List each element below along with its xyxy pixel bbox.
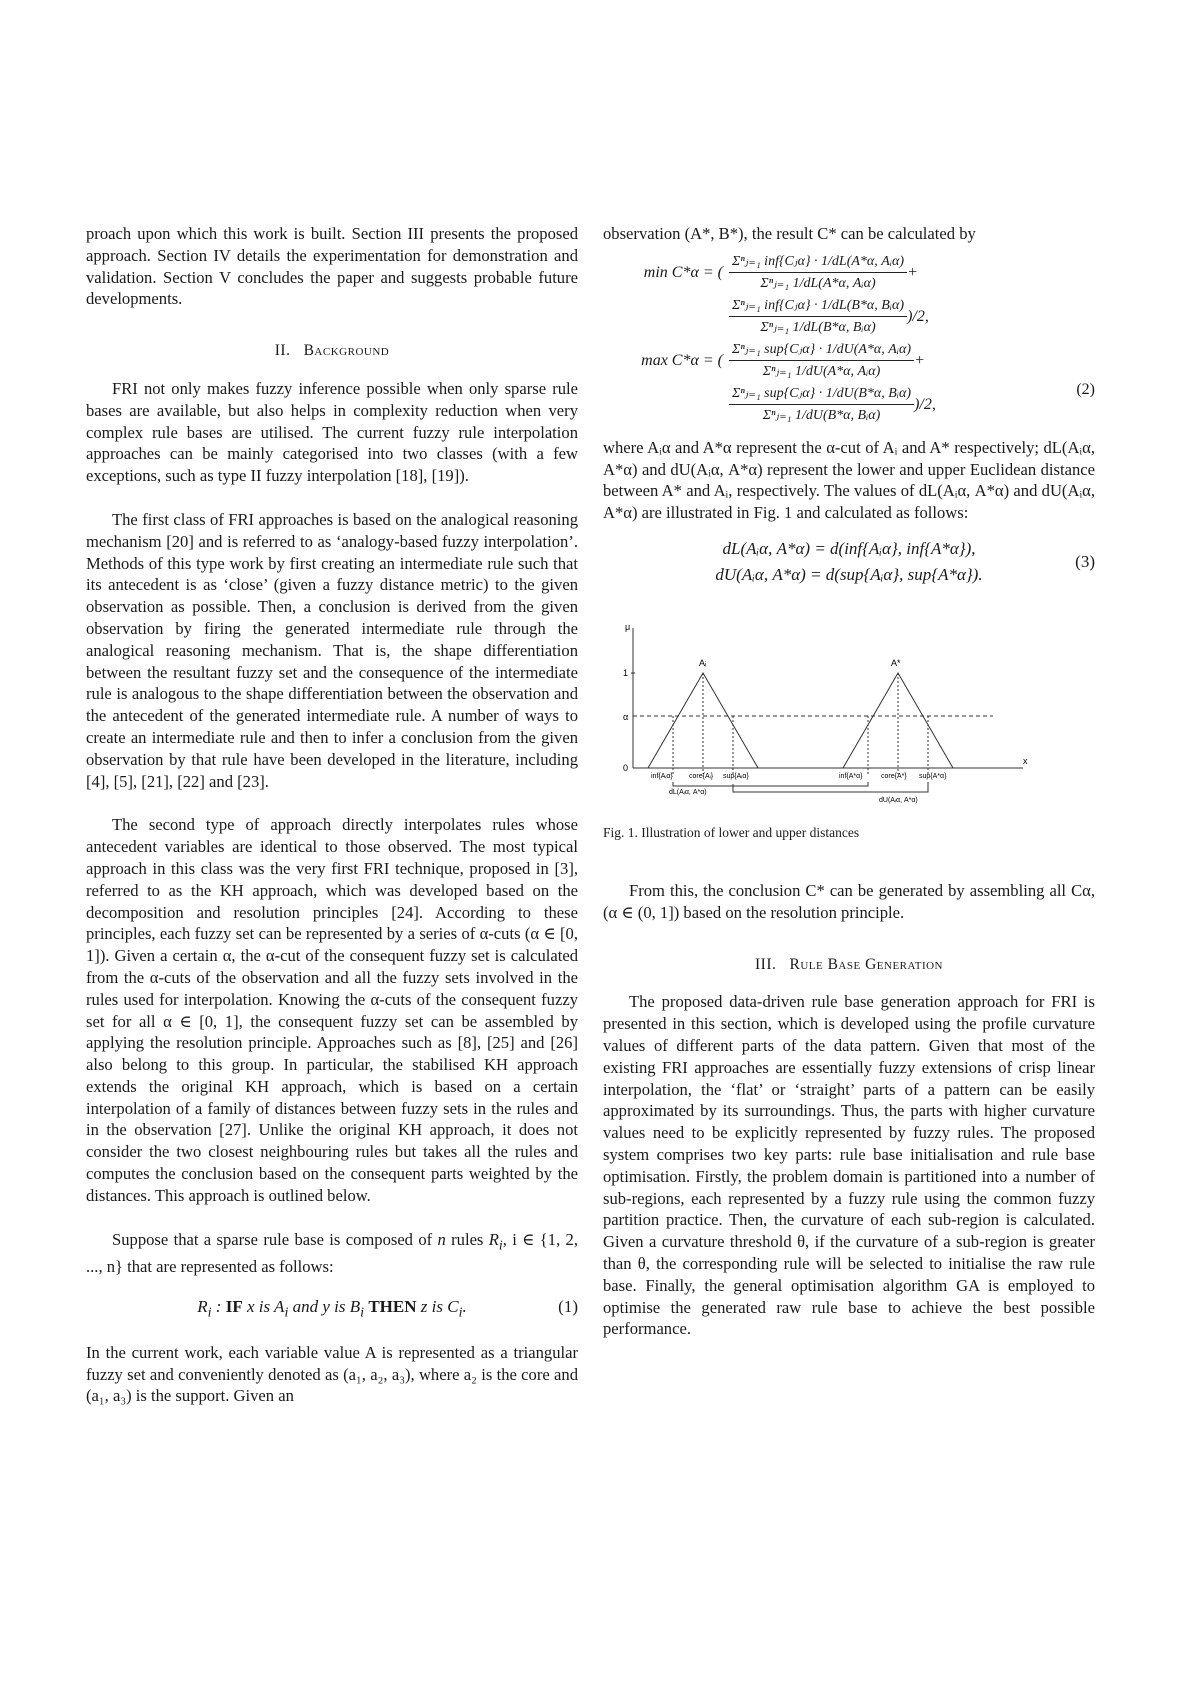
section-title: Background [303,342,390,360]
paragraph-conclusion: From this, the conclusion C* can be generated by assembling all Cα, (α ∈ (0, 1]) based on the resolution principle. [603,880,1095,922]
eq3-line-1: dL(Aᵢα, A*α) = d(inf{Aᵢα}, inf{A*α}), [722,538,976,558]
eq2-numerator: Σⁿⱼ₌₁ inf{Cⱼα} · 1/dL(B*α, Bᵢα) [729,295,907,318]
label-sup-astar: sup{A*α} [919,772,947,780]
eq-sub: i [207,1303,212,1320]
paragraph-rule-base [86,1229,578,1278]
section-number: II. [274,342,291,360]
eq-then: THEN [368,1296,417,1316]
eq2-denominator: Σⁿⱼ₌₁ 1/dU(B*α, Bᵢα) [762,408,881,424]
section-number: III. [755,955,777,973]
eq2-fraction [729,251,907,296]
label-core-ai: core{Aᵢ} [689,772,714,780]
math-r: R [488,1229,499,1249]
label-du: dU(Aᵢα, A*α) [879,796,918,804]
paragraph-background-1: FRI not only makes fuzzy inference possible when only sparse rule bases are available, but also helps in complexity reduction when very complex rule bases are utilised. The current fuzzy rule interpolation approaches can be mainly categorised into two classes (with a few exceptions, such as type II fuzzy interpolation [18], [19]). [86,378,578,486]
y-tick-alpha: α [623,711,629,722]
eq2-plus: + [914,351,925,369]
equation-number-3: (3) [1075,551,1095,571]
eq2-min-label: min C*α = ( [643,263,723,281]
eq2-numerator: Σⁿⱼ₌₁ inf{Cⱼα} · 1/dL(A*α, Aᵢα) [729,251,907,274]
eq-consequent: z is C [416,1296,459,1316]
text-run: rules [445,1229,489,1249]
eq2-numerator: Σⁿⱼ₌₁ sup{Cⱼα} · 1/dU(B*α, Bᵢα) [729,383,914,406]
eq2-fraction [729,383,914,428]
paragraph-background-2: The first class of FRI approaches is based on the analogical reasoning mechanism [20] and is referred to as ‘analogy-based fuzzy interpolation’. Methods of this type work by first creating an intermediate rule such that its antecedent is as ‘close’ (given a fuzzy distance metric) to the given observation as possible. Then, a conclusion is derived from the given observation by firing the generated intermediate rule through the analogical reasoning mechanism. That is, the shape differentiation between the resultant fuzzy set and the consequence of the intermediate rule is analogous to the shape differentiation between the observation and the antecedent of the generated intermediate rule. A number of ways to create an intermediate rule and then to infer a conclusion from the given observation by that rule have been developed in the literature, including [4], [5], [21], [22] and [23]. [86,509,578,791]
text-run: Suppose that a sparse rule base is composed of [112,1229,438,1249]
paragraph-observation: observation (A*, B*), the result C* can be calculated by [603,224,976,243]
eq2-denominator: Σⁿⱼ₌₁ 1/dU(A*α, Aᵢα) [762,364,881,380]
y-tick-zero: 0 [623,762,629,773]
math-n: n [437,1229,446,1249]
eq2-close: )/2, [914,395,936,413]
label-set-astar: A* [891,657,901,668]
bracket-du [733,782,928,792]
eq2-fraction [729,339,914,384]
section-title: Rule Base Generation [789,955,943,973]
math-sub-i: i [498,1236,503,1252]
figure-caption: Fig. 1. Illustration of lower and upper distances [603,824,860,840]
paragraph-background-3: The second type of approach directly interpolates rules whose antecedent variables are identical to those observed. The most typical approach in this class was the very first FRI technique, proposed in [3], referred to as the KH approach, which was developed based on the decomposition and resolution principles [24]. According to these principles, each fuzzy set can be represented by a series of α-cuts (α ∈ [0, 1]). Given a certain α, the α-cut of the consequent fuzzy set is calculated from the α-cuts of the observation and all the fuzzy sets involved in the rules used for interpolation. Knowing the α-cuts of the consequent fuzzy set for all α ∈ [0, 1], the consequent fuzzy set can be assembled by applying the resolution principle. Approaches such as [8], [25] and [26] also belong to this group. In particular, the stabilised KH approach extends the original KH approach, which is based on a certain interpolation of a family of distances between fuzzy sets in the rules and in the observation [27]. Unlike the original KH approach, it does not consider the two closest neighbouring rules but takes all the rules and computes the conclusion based on the consequent parts weighted by the distances. This approach is outlined below. [86,815,578,1205]
section-heading-rule-base [603,954,1095,976]
text-run: , i ∈ {1, 2, ..., n} that are represented as follows: [86,1229,579,1276]
eq2-min-row-2 [603,295,1095,339]
figure-1-diagram [603,608,1095,808]
eq2-max-label: max C*α = ( [641,351,723,369]
eq2-close: )/2, [907,307,929,325]
left-column [86,223,578,1407]
label-inf-astar: inf{A*α} [839,772,863,780]
eq-antecedent-b: and y is B [288,1296,361,1316]
label-inf-ai: inf{Aᵢα} [651,772,673,780]
equation-number-1: (1) [558,1296,578,1316]
equation-1: $R_i$ : IF x is $A_i$ and y is $B_i$ THEN z is $C_i$. (1) [197,1296,578,1320]
y-tick-one: 1 [623,667,629,678]
eq2-denominator: Σⁿⱼ₌₁ 1/dL(B*α, Bᵢα) [760,320,876,336]
x-axis-label: x [1023,755,1028,766]
eq2-max-row-2 [603,383,1095,427]
equation-number-2: (2) [1076,380,1095,398]
label-dl: dL(Aᵢα, A*α) [669,788,707,796]
eq2-numerator: Σⁿⱼ₌₁ sup{Cⱼα} · 1/dU(A*α, Aᵢα) [729,339,914,362]
paragraph-rule-base-generation: The proposed data-driven rule base generation approach for FRI is presented in this section, which is developed using the profile curvature values of different parts of the data pattern. Given that most of the existing FRI approaches are essentially fuzzy extensions of crisp linear interpolation, the ‘flat’ or ‘straight’ parts of a pattern can be easily approximated by its surroundings. Thus, the parts with higher curvature values need to be explicitly represented by fuzzy rules. The proposed system comprises two key parts: rule base initialisation and rule base optimisation. Firstly, the problem domain is partitioned into a number of sub-regions, each represented by a fuzzy rule using the common fuzzy partition practice. Then, the curvature of each sub-region is calculated. Given a curvature threshold θ, if the curvature of a sub-region is greater than θ, the corresponding rule will be selected to initialise the raw rule base. Finally, the general optimisation algorithm GA is employed to optimise the generated raw rule base to achieve the best possible performance. [603,992,1095,1339]
label-sup-ai: sup{Aᵢα} [723,772,749,780]
eq-if: IF [225,1296,243,1316]
eq3-line-2: dU(Aᵢα, A*α) = d(sup{Aᵢα}, sup{A*α}). [715,564,983,584]
y-axis-label: μ [625,621,631,632]
eq2-denominator: Σⁿⱼ₌₁ 1/dL(A*α, Aᵢα) [760,276,876,292]
eq2-plus: + [907,263,918,281]
section-heading-background [86,340,578,362]
bracket-dl [673,782,868,786]
label-set-ai: Aᵢ [699,657,707,668]
figure-1 [603,608,1095,868]
eq-r: R [197,1296,208,1316]
equation-2 [603,251,1095,427]
paragraph-intro: proach upon which this work is built. Section III presents the proposed approach. Section IV details the experimentation for demonstration and validation. Section V concludes the paper and suggests probable future developments. [86,224,578,309]
eq2-fraction [729,295,907,340]
paragraph-where: where Aᵢα and A*α represent the α-cut of Aᵢ and A* respectively; dL(Aᵢα, A*α) and dU(Aᵢα, A*α) represent the lower and upper Euclidean distance between A* and Aᵢ, respectively. The values of dL(Aᵢα, A*α) and dU(Aᵢα, A*α) are illustrated in Fig. 1 and calculated as follows: [603,437,1095,523]
equation-3 [603,536,1095,588]
paragraph-triangular: In the current work, each variable value A is represented as a triangular fuzzy set and conveniently denoted as (a₁, a₂, a₃), where a₂ is the core and (a₁, a₃) is the support. Given an [86,1342,578,1406]
eq-antecedent-a: x is A [242,1296,285,1316]
eq2-max-row-1 [603,339,1095,383]
eq2-min-row-1 [603,251,1095,295]
label-core-astar: core{A*} [881,772,907,780]
right-column [603,223,1095,1340]
